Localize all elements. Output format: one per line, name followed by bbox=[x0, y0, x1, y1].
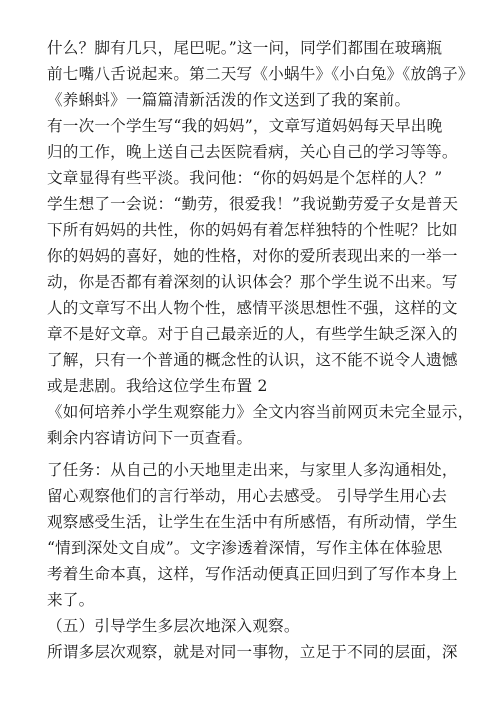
text-line: 或是悲剧。我给这位学生布置 2 bbox=[47, 377, 268, 395]
notice-line: 《如何培养小学生观察能力》全文内容当前网页未完全显示， bbox=[47, 403, 474, 421]
text-line: 来了。 bbox=[47, 591, 95, 609]
text-line: 动，你是否都有着深刻的认识体会？那个学生说不出来。写 bbox=[47, 273, 458, 291]
text-line: 人的文章写不出人物个性，感情平淡思想性不强，这样的文 bbox=[47, 299, 458, 317]
text-line: 《养蝌蚪》一篇篇清新活泼的作文送到了我的案前。 bbox=[47, 91, 411, 109]
text-line: 留心观察他们的言行举动，用心去感受。 引导学生用心去 bbox=[47, 487, 448, 505]
text-line: “情到深处文自成”。文字渗透着深情，写作主体在体验思 bbox=[47, 539, 443, 557]
text-line: 什么？脚有几只，尾巴呢。”这一问，同学们都围在玻璃瓶 bbox=[47, 39, 443, 57]
text-line: 归的工作，晚上送自己去医院看病，关心自己的学习等等。 bbox=[47, 143, 458, 161]
notice-line: 剩余内容请访问下一页查看。 bbox=[47, 429, 253, 447]
text-line: 下所有妈妈的共性，你的妈妈有着怎样独特的个性呢？比如 bbox=[47, 221, 458, 239]
text-line: 前七嘴八舌说起来。第二天写《小蜗牛》《小白兔》《放鸽子》 bbox=[47, 65, 474, 83]
text-line: 考着生命本真，这样，写作活动便真正回归到了写作本身上 bbox=[47, 565, 458, 583]
text-line: 章不是好文章。对于自己最亲近的人，有些学生缺乏深入的 bbox=[47, 325, 458, 343]
text-line: 了解，只有一个普通的概念性的认识，这不能不说令人遗憾 bbox=[47, 351, 458, 369]
text-line: 所谓多层次观察，就是对同一事物，立足于不同的层面，深 bbox=[47, 643, 458, 661]
text-line: 有一次一个学生写“我的妈妈”，文章写道妈妈每天早出晚 bbox=[47, 117, 443, 135]
text-line: 学生想了一会说：“勤劳，很爱我！”我说勤劳爱子女是普天 bbox=[47, 195, 459, 213]
text-line: 了任务：从自己的小天地里走出来，与家里人多沟通相处， bbox=[47, 461, 458, 479]
text-line: 观察感受生活，让学生在生活中有所感悟，有所动情，学生 bbox=[47, 513, 458, 531]
text-line: 文章显得有些平淡。我问他：“你的妈妈是个怎样的人？” bbox=[47, 169, 443, 187]
text-line: 你的妈妈的喜好，她的性格，对你的爱所表现出来的一举一 bbox=[47, 247, 458, 265]
section-heading: （五）引导学生多层次地深入观察。 bbox=[47, 617, 300, 635]
